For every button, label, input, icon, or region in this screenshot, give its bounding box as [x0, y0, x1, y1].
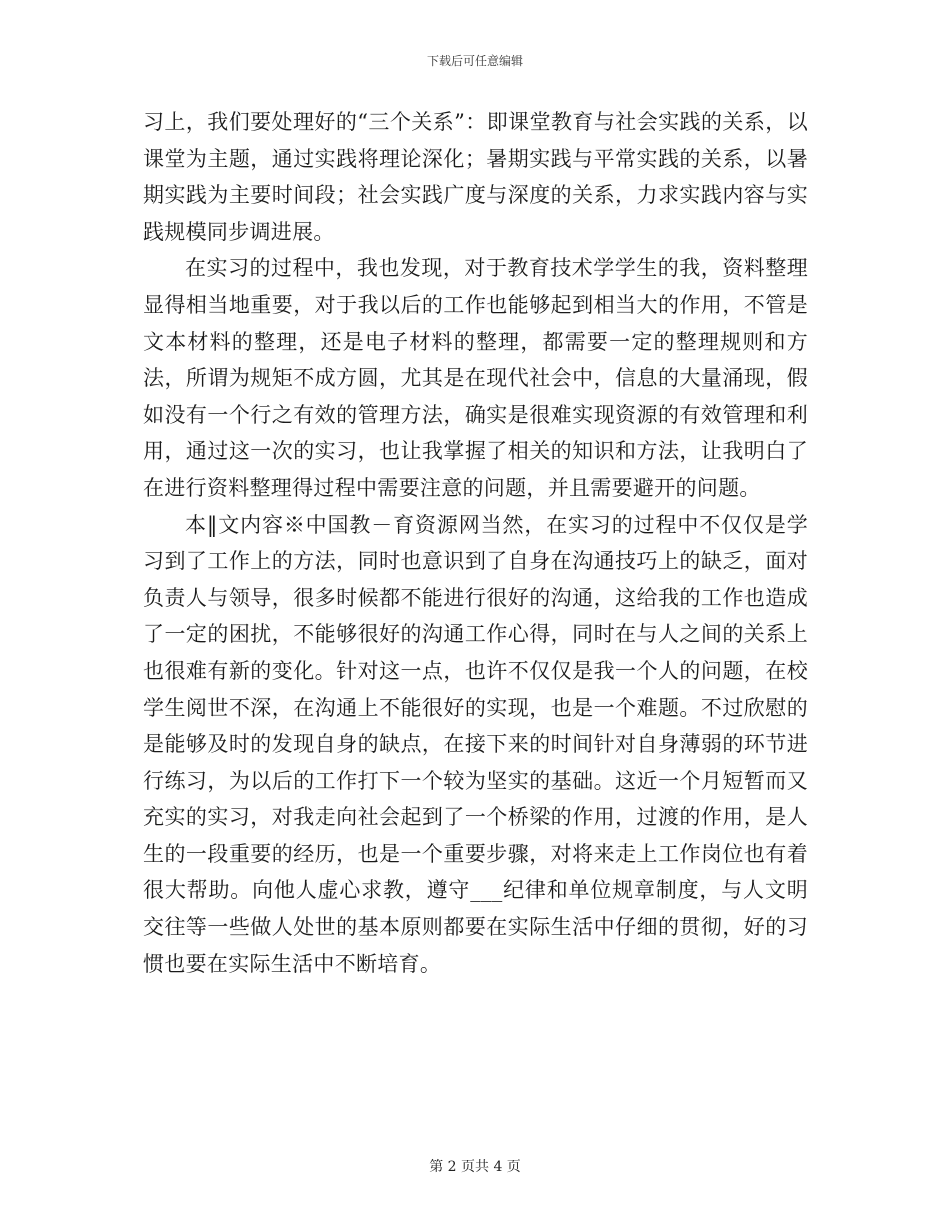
document-body: [143, 104, 808, 982]
paragraph-2: 在实习的过程中，我也发现，对于教育技术学学生的我，资料整理显得相当地重要，对于我以后的工作也能够起到相当大的作用，不管是文本材料的整理，还是电子材料的整理，都需要一定的整理规则和方法，所谓为规矩不成方圆，尤其是在现代社会中，信息的大量涌现，假如没有一个行之有效的管理方法，确实是很难实现资源的有效管理和利用，通过这一次的实习，也让我掌握了相关的知识和方法，让我明白了在进行资料整理得过程中需要注意的问题，并且需要避开的问题。: [143, 256, 808, 500]
page-footer: 第 2 页共 4 页: [429, 1159, 521, 1175]
page-header: 下载后可任意编辑: [426, 54, 523, 68]
paragraph-1: 习上，我们要处理好的“三个关系”：即课堂教育与社会实践的关系，以课堂为主题，通过实践将理论深化；暑期实践与平常实践的关系，以暑期实践为主要时间段；社会实践广度与深度的关系，力求实践内容与实践规模同步调进展。: [143, 110, 808, 244]
paragraph-3: 本‖文内容※中国教－育资源网当然，在实习的过程中不仅仅是学习到了工作上的方法，同时也意识到了自身在沟通技巧上的缺乏，面对负责人与领导，很多时候都不能进行很好的沟通，这给我的工作也造成了一定的困扰，不能够很好的沟通工作心得，同时在与人之间的关系上也很难有新的变化。针对这一点，也许不仅仅是我一个人的问题，在校学生阅世不深，在沟通上不能很好的实现，也是一个难题。不过欣慰的是能够及时的发现自身的缺点，在接下来的时间针对自身薄弱的环节进行练习，为以后的工作打下一个较为坚实的基础。这近一个月短暂而又充实的实习，对我走向社会起到了一个桥梁的作用，过渡的作用，是人生的一段重要的经历，也是一个重要步骤，对将来走上工作岗位也有着很大帮助。向他人虚心求教，遵守___纪律和单位规章制度，与人文明交往等一些做人处世的基本原则都要在实际生活中仔细的贯彻，好的习惯也要在实际生活中不断培育。: [143, 512, 808, 976]
